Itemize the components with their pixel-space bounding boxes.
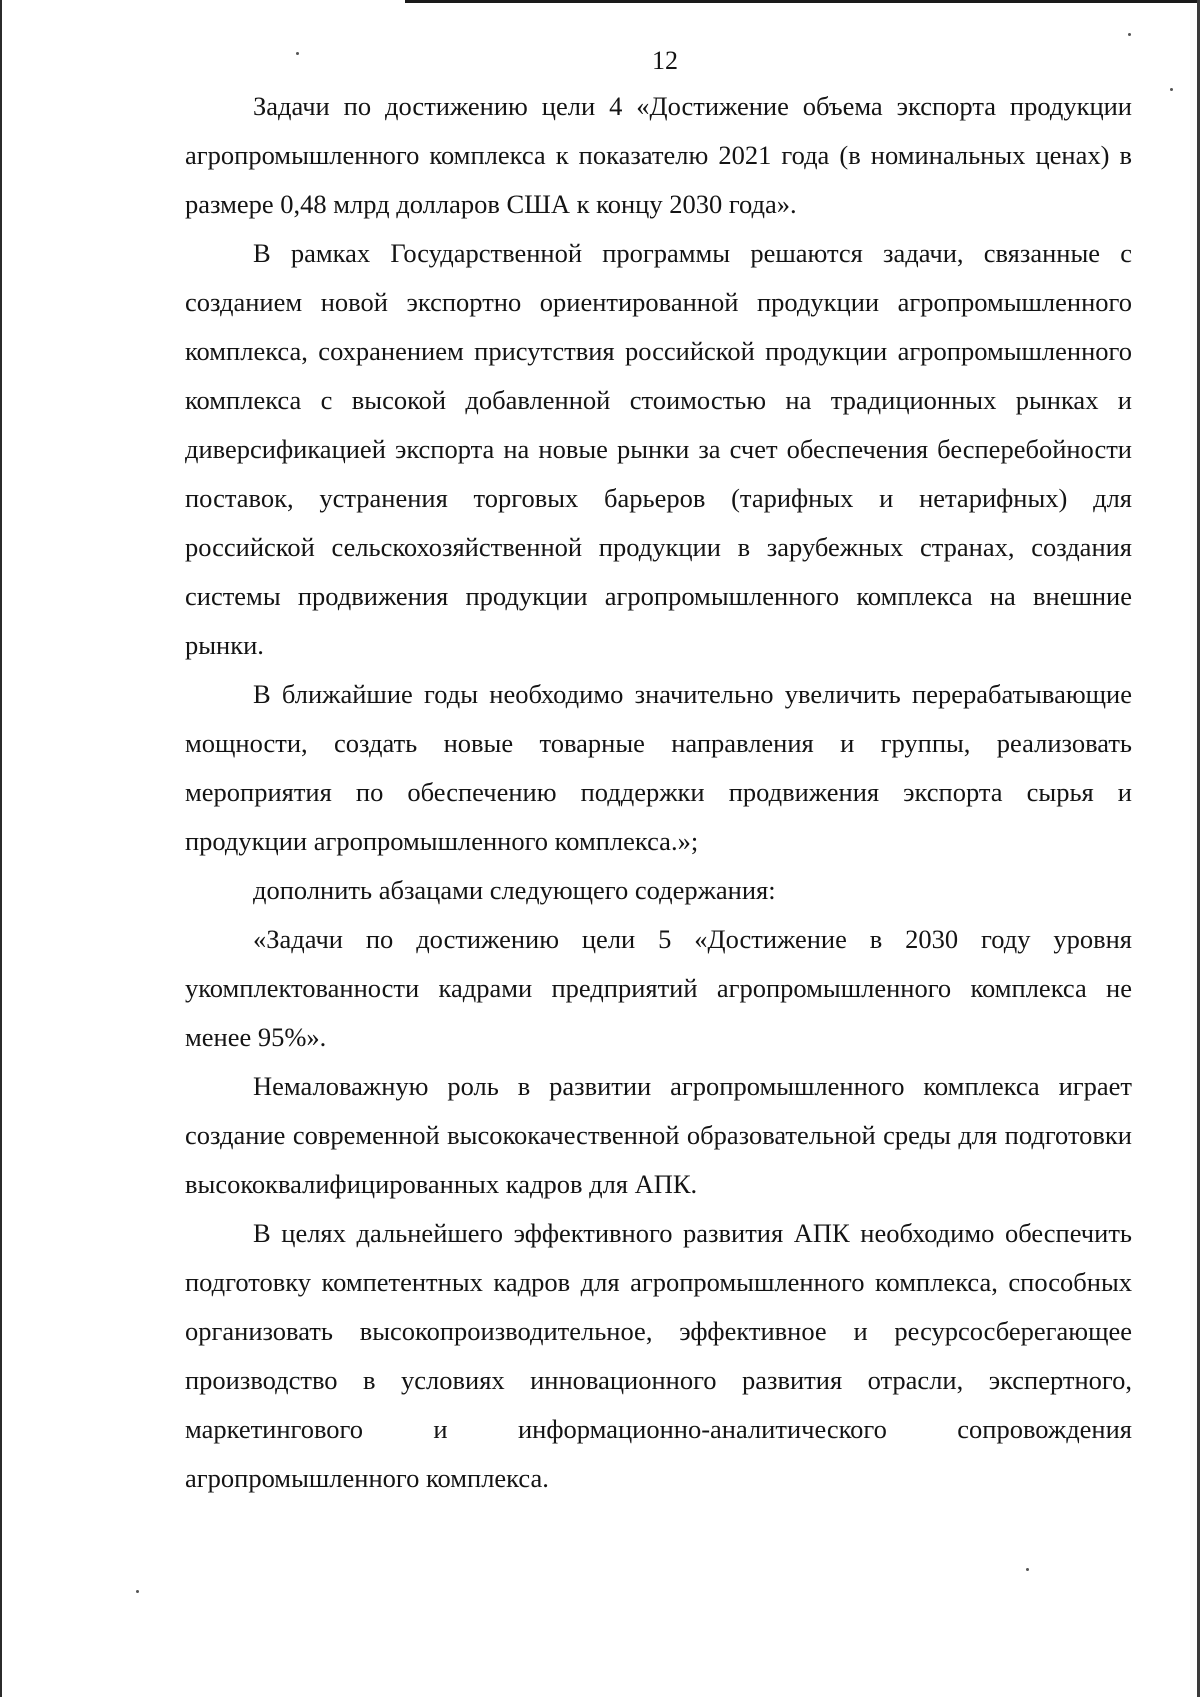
scan-speck — [1026, 1568, 1029, 1571]
scan-edge-top — [405, 0, 1200, 3]
paragraph: В ближайшие годы необходимо значительно увеличить перерабатывающие мощности, создать новые товарные направления и группы, реализовать мероприятия по обеспечению поддержки продвижения экспорта сырья и продукции агропромышленного комплекса.»; — [185, 679, 1132, 856]
paragraph: В целях дальнейшего эффективного развития АПК необходимо обеспечить подготовку компетентных кадров для агропромышленного комплекса, способных организовать высокопроизводительное, эффективное и ресурсосберегающее производство в условиях инновационного развития отрасли, экспертного, маркетингового и информационно-аналитического сопровождения агропромышленного комплекса. — [185, 1218, 1132, 1493]
scan-edge-left — [0, 0, 2, 1697]
scan-speck — [1128, 33, 1131, 36]
page-number: 12 — [652, 46, 678, 75]
paragraph: «Задачи по достижению цели 5 «Достижение в 2030 году уровня укомплектованности кадрами предприятий агропромышленного комплекса не менее 95%». — [185, 924, 1132, 1052]
paragraph: дополнить абзацами следующего содержания: — [253, 875, 776, 905]
paragraph: Немаловажную роль в развитии агропромышленного комплекса играет создание современной высококачественной образовательной среды для подготовки высококвалифицированных кадров для АПК. — [185, 1071, 1132, 1199]
paragraph: В рамках Государственной программы решаются задачи, связанные с созданием новой экспортно ориентированной продукции агропромышленного комплекса, сохранением присутствия российской продукции агропромышленного комплекса с высокой добавленной стоимостью на традиционных рынках и диверсификацией экспорта на новые рынки за счет обеспечения бесперебойности поставок, устранения торговых барьеров (тарифных и нетарифных) для российской сельскохозяйственной продукции в зарубежных странах, создания системы продвижения продукции агропромышленного комплекса на внешние рынки. — [185, 238, 1132, 660]
paragraph: Задачи по достижению цели 4 «Достижение объема экспорта продукции агропромышленного комплекса к показателю 2021 года (в номинальных ценах) в размере 0,48 млрд долларов США к концу 2030 года». — [185, 91, 1132, 219]
document-body — [185, 82, 1132, 1503]
scan-speck — [136, 1590, 139, 1593]
scan-speck — [1170, 88, 1173, 91]
